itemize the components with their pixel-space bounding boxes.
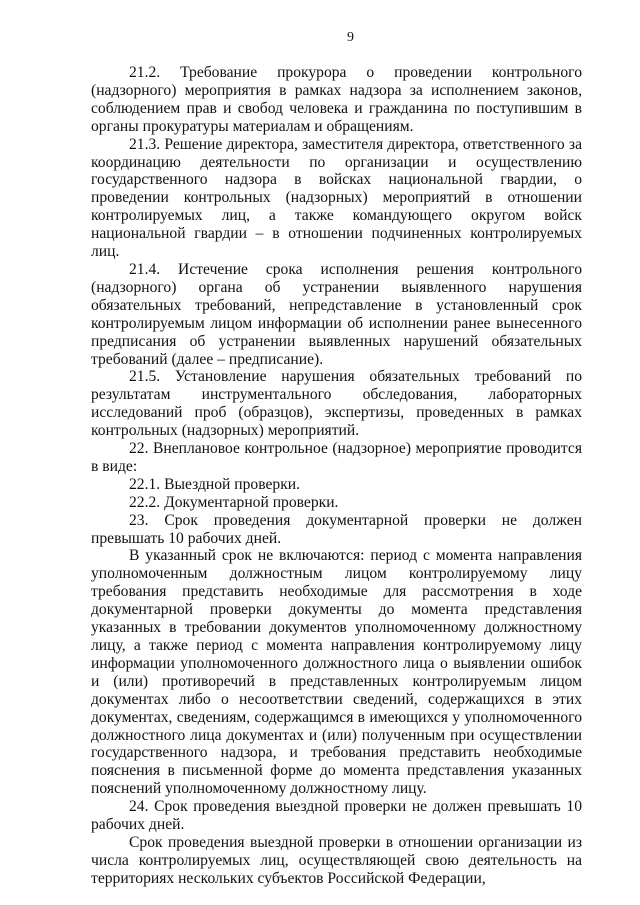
paragraph-23: 23. Срок проведения документарной проверки не должен превышать 10 рабочих дней. xyxy=(91,511,582,547)
paragraph-21-4: 21.4. Истечение срока исполнения решения контрольного (надзорного) органа об устранении выявленного нарушения обязательных требований, непредставление в установленный срок контролируемым лицом информации об исполнении ранее вынесенного предписания об устранении выявленных нарушений обязательных требований (далее – предписание). xyxy=(91,260,582,368)
page-number: 9 xyxy=(347,30,354,45)
paragraph-22-1: 22.1. Выездной проверки. xyxy=(129,475,301,493)
paragraph-24-organizations: Срок проведения выездной проверки в отношении организации из числа контролируемых лиц, осуществляющей свою деятельность на территориях нескольких субъектов Российской Федерации, xyxy=(91,833,582,887)
paragraph-22: 22. Внеплановое контрольное (надзорное) мероприятие проводится в виде: xyxy=(91,440,582,475)
paragraph-21-5: 21.5. Установление нарушения обязательных требований по результатам инструментального обследования, лабораторных исследований проб (образцов), экспертизы, проведенных в рамках контрольных (надзорных) мероприятий. xyxy=(91,368,582,440)
paragraph-24: 24. Срок проведения выездной проверки не должен превышать 10 рабочих дней. xyxy=(91,798,582,834)
document-body xyxy=(91,64,582,888)
paragraph-21-3: 21.3. Решение директора, заместителя директора, ответственного за координацию деятельности по организации и осуществлению государственного надзора в войсках национальной гвардии, о проведении контрольных (надзорных) мероприятий в отношении контролируемых лиц, а также командующего округом войск национальной гвардии – в отношении подчиненных контролируемых лиц. xyxy=(91,135,582,261)
paragraph-23-exclusions: В указанный срок не включаются: период с момента направления уполномоченным должностным лицом контролируемому лицу требования представить необходимые для рассмотрения в ходе документарной проверки документы до момента представления указанных в требовании документов уполномоченному должностному лицу, а также период с момента направления контролируемому лицу информации уполномоченного должностного лица о выявлении ошибок и (или) противоречий в представленных контролируемым лицом документах либо о несоответствии сведений, содержащихся в этих документах, сведениям, содержащимся в имеющихся у уполномоченного должностного лица документах и (или) полученным при осуществлении государственного надзора, и требования представить необходимые пояснения в письменной форме до момента представления указанных пояснений уполномоченному должностному лицу. xyxy=(91,547,582,798)
paragraph-21-2: 21.2. Требование прокурора о проведении контрольного (надзорного) мероприятия в рамках надзора за исполнением законов, соблюдением прав и свобод человека и гражданина по поступившим в органы прокуратуры материалам и обращениям. xyxy=(91,64,582,135)
paragraph-22-2: 22.2. Документарной проверки. xyxy=(129,493,339,511)
